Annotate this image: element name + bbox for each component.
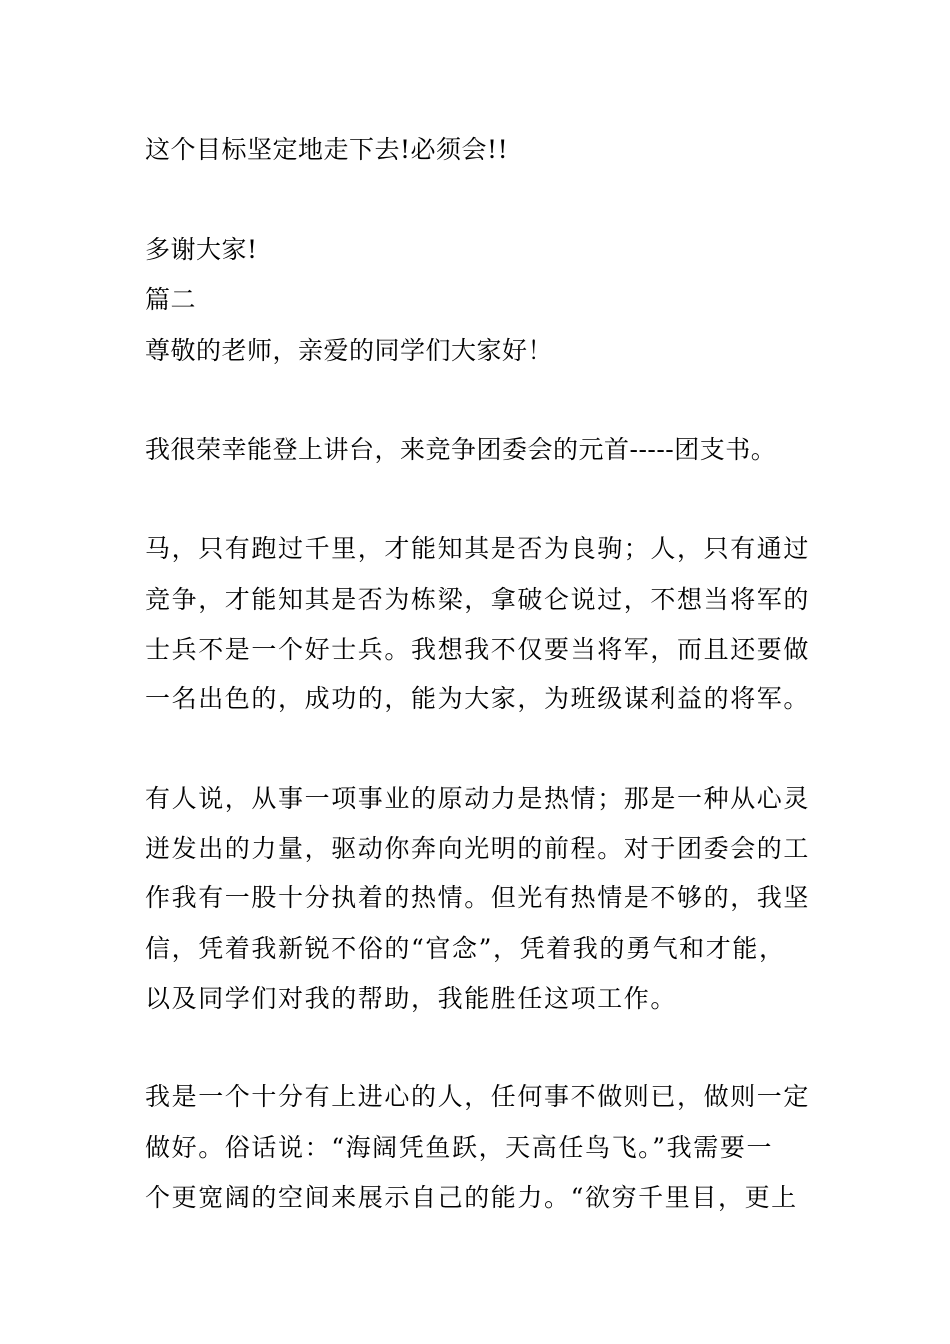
thanks-line: 多谢大家! [145,235,258,264]
greeting-line: 尊敬的老师，亲爱的同学们大家好！ [145,336,554,365]
paragraph-2-line: 迸发出的力量，驱动你奔向光明的前程。对于团委会的工 [145,834,811,863]
paragraph-2-line: 信，凭着我新锐不俗的“官念”，凭着我的勇气和才能， [145,934,786,963]
paragraph-1-line: 竞争，才能知其是否为栋梁，拿破仑说过，不想当将军的 [145,585,811,614]
paragraph-3-line: 个更宽阔的空间来展示自己的能力。“欲穷千里目，更上 [145,1183,798,1212]
paragraph-2-line: 以及同学们对我的帮助，我能胜任这项工作。 [145,984,678,1013]
paragraph-2-line: 有人说，从事一项事业的原动力是热情；那是一种从心灵 [145,784,811,813]
section-title: 篇二 [145,285,197,314]
paragraph-3-line: 做好。俗话说：“海阔凭鱼跃，天高任鸟飞。”我需要一 [145,1133,774,1162]
closing-line: 这个目标坚定地走下去!必须会!! [145,135,509,164]
paragraph-3-line: 我是一个十分有上进心的人，任何事不做则已，做则一定 [145,1082,811,1111]
paragraph-2-line: 作我有一股十分执着的热情。但光有热情是不够的，我坚 [145,883,811,912]
paragraph-1-line: 士兵不是一个好士兵。我想我不仅要当将军，而且还要做 [145,635,811,664]
intro-line: 我很荣幸能登上讲台，来竞争团委会的元首-----团支书。 [145,435,777,464]
paragraph-1-line: 马，只有跑过千里，才能知其是否为良驹；人，只有通过 [145,534,811,563]
paragraph-1-line: 一名出色的，成功的，能为大家，为班级谋利益的将军。 [145,684,811,713]
